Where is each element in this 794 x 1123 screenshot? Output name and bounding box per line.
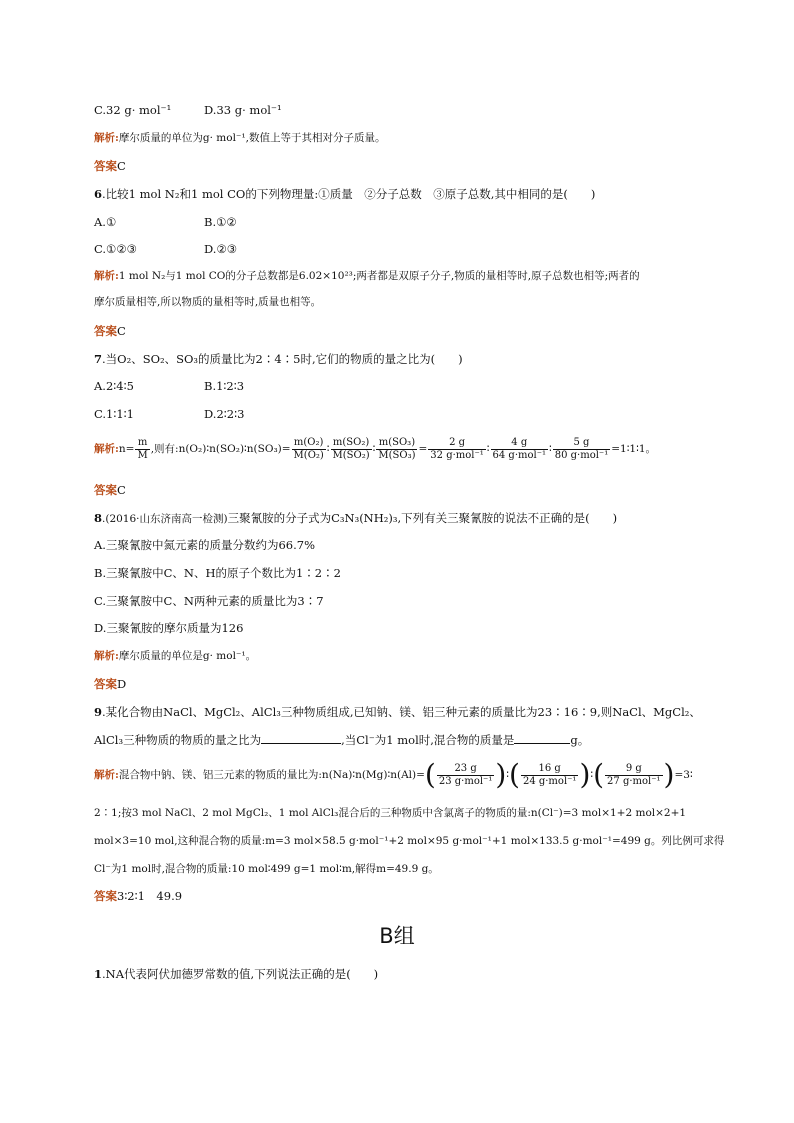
ratio-separator: ∶	[549, 443, 552, 455]
q6-analysis-line1	[94, 268, 640, 284]
q7-stem-text: .当O₂、SO₂、SO₃的质量比为2∶4∶5时,它们的物质的量之比为( )	[102, 352, 463, 366]
q7-option-d: D.2∶2∶3	[204, 407, 245, 421]
fraction-m-over-M: $\frac{m}{M}$	[137, 436, 148, 461]
ratio-separator: ∶	[590, 769, 594, 781]
fraction-5g: $\frac{5 g}{\text{80 g·mol⁻¹}}$	[554, 436, 609, 461]
fraction-9g: $\frac{9 g}{\text{27 g·mol⁻¹}}$	[607, 762, 661, 787]
answer-label: 答案	[94, 677, 117, 691]
q7-formula-start: n=	[118, 443, 135, 455]
answer-label: 答案	[94, 324, 117, 338]
q6-stem	[94, 186, 595, 202]
q8-option-b: B.三聚氰胺中C、N、H的原子个数比为1∶2∶2	[94, 566, 341, 580]
right-paren: )	[579, 758, 591, 791]
q5-option-d: D.33 g· mol⁻¹	[204, 103, 282, 117]
q5-analysis-text: 摩尔质量的单位为g· mol⁻¹,数值上等于其相对分子质量。	[118, 132, 386, 144]
answer-blank-2[interactable]	[514, 731, 570, 744]
q7-analysis	[94, 434, 656, 464]
q8-stem-text: 三聚氰胺的分子式为C₃N₃(NH₂)₃,下列有关三聚氰胺的说法不正确的是( )	[227, 511, 618, 525]
answer-label: 答案	[94, 159, 117, 173]
q9-analysis-line2: 2∶1;按3 mol NaCl、2 mol MgCl₂、1 mol AlCl₃混合后的三种物质中含氯离子的物质的量:n(Cl⁻)=3 mol×1+2 mol×2+1	[94, 807, 687, 819]
q7-options-ab	[94, 378, 245, 394]
q8-answer	[94, 676, 126, 692]
q7-option-c: C.1∶1∶1	[94, 407, 134, 421]
q7-answer	[94, 482, 126, 498]
analysis-label: 解析:	[94, 443, 119, 455]
q9-analysis-pre: 混合物中钠、镁、铝三元素的物质的量比为:n(Na)∶n(Mg)∶n(Al)=	[118, 769, 425, 781]
q7-options-cd	[94, 406, 245, 422]
analysis-label: 解析:	[94, 650, 119, 662]
q6-answer-value: C	[117, 324, 126, 338]
q5-option-c: C.32 g· mol⁻¹	[94, 103, 172, 117]
q9-stem-text-2a: AlCl₃三种物质的物质的量之比为	[94, 733, 262, 747]
fraction-4g: $\frac{4 g}{\text{64 g·mol⁻¹}}$	[492, 436, 546, 461]
q7-option-a: A.2∶4∶5	[94, 379, 134, 393]
q8-analysis-text: 摩尔质量的单位是g· mol⁻¹。	[118, 650, 257, 662]
q7-stem	[94, 351, 463, 367]
q6-option-d: D.②③	[204, 242, 238, 256]
q9-stem-line2	[94, 731, 589, 748]
q5-answer-value: C	[117, 159, 126, 173]
q6-option-a: A.①	[94, 215, 117, 229]
q8-stem	[94, 510, 617, 527]
section-heading: B组	[379, 924, 415, 948]
q8-option-a: A.三聚氰胺中氮元素的质量分数约为66.7%	[94, 538, 315, 552]
q9-answer-value: 3∶2∶1 49.9	[117, 889, 183, 903]
q9-stem-line1	[94, 704, 701, 720]
q7-mid-text: ,则有:n(O₂)∶n(SO₂)∶n(SO₃)=	[150, 443, 291, 455]
q9-analysis-line1	[94, 760, 693, 790]
analysis-label: 解析:	[94, 270, 119, 282]
q9-analysis-line4: Cl⁻为1 mol时,混合物的质量:10 mol∶499 g=1 mol∶m,解得m=49.9 g。	[94, 863, 439, 875]
q6-analysis-text-1: 1 mol N₂与1 mol CO的分子总数都是6.02×10²³;两者都是双原子分子,物质的量相等时,原子总数也相等;两者的	[118, 270, 640, 282]
q8-option-d: D.三聚氰胺的摩尔质量为126	[94, 621, 244, 635]
q8-answer-value: D	[117, 677, 127, 691]
q5-options	[94, 102, 282, 118]
q8-source: .(2016·山东济南高一检测)	[102, 513, 228, 525]
ratio-separator: ∶	[372, 443, 376, 455]
q9-stem-text-1: .某化合物由NaCl、MgCl₂、AlCl₃三种物质组成,已知钠、镁、铝三种元素的质量比为23∶16∶9,则NaCl、MgCl₂、	[102, 705, 701, 719]
ratio-separator: ∶	[326, 443, 330, 455]
q6-stem-text: .比较1 mol N₂和1 mol CO的下列物理量:①质量 ②分子总数 ③原子总数,其中相同的是( )	[102, 187, 596, 201]
q8-number: 8	[94, 511, 103, 525]
q9-stem-text-2c: g。	[570, 733, 590, 747]
q8-analysis	[94, 648, 256, 664]
answer-blank-1[interactable]	[261, 731, 341, 744]
equals-sign: =	[418, 443, 428, 455]
analysis-label: 解析:	[94, 132, 119, 144]
q7-result: =1∶1∶1。	[611, 443, 657, 455]
right-paren: )	[495, 758, 507, 791]
q7-number: 7	[94, 352, 103, 366]
q6-options-cd	[94, 241, 238, 257]
fraction-23g: $\frac{23 g}{\text{23 g·mol⁻¹}}$	[438, 762, 493, 787]
q6-option-b: B.①②	[204, 215, 237, 229]
q9-number: 9	[94, 705, 103, 719]
q7-answer-value: C	[117, 483, 126, 497]
q5-answer	[94, 158, 126, 174]
q6-options-ab	[94, 214, 237, 230]
q6-analysis-line2	[94, 294, 321, 310]
q6-answer	[94, 323, 126, 339]
fraction-so2: $\frac{\text{m(SO₂)}}{\text{M(SO₂)}}$	[332, 436, 370, 461]
q9-analysis-end: =3∶	[674, 769, 693, 781]
q9-analysis-line3: mol×3=10 mol,这种混合物的质量:m=3 mol×58.5 g·mol⁻¹+2 mol×95 g·mol⁻¹+1 mol×133.5 g·mol⁻¹=499 g。列比例可求得	[94, 835, 725, 847]
b-q1-stem	[94, 966, 378, 982]
q9-stem-text-2b: ,当Cl⁻为1 mol时,混合物的质量是	[341, 733, 515, 747]
q6-analysis-text-2: 摩尔质量相等,所以物质的量相等时,质量也相等。	[94, 296, 322, 308]
left-paren: (	[593, 758, 605, 791]
ratio-separator: ∶	[486, 443, 490, 455]
fraction-16g: $\frac{16 g}{\text{24 g·mol⁻¹}}$	[522, 762, 577, 787]
answer-label: 答案	[94, 483, 117, 497]
q7-option-b: B.1∶2∶3	[204, 379, 245, 393]
q9-answer	[94, 888, 182, 904]
left-paren: (	[509, 758, 520, 791]
ratio-separator: ∶	[506, 769, 510, 781]
b-q1-stem-text: .NA代表阿伏加德罗常数的值,下列说法正确的是( )	[102, 967, 379, 981]
q6-number: 6	[94, 187, 103, 201]
answer-label: 答案	[94, 889, 117, 903]
right-paren: )	[663, 758, 675, 791]
b-q1-number: 1	[94, 967, 103, 981]
fraction-so3: $\frac{\text{m(SO₃)}}{\text{M(SO₃)}}$	[378, 436, 416, 461]
analysis-label: 解析:	[94, 769, 119, 781]
q6-option-c: C.①②③	[94, 242, 137, 256]
fraction-o2: $\frac{\text{m(O₂)}}{\text{M(O₂)}}$	[293, 436, 324, 461]
left-paren: (	[424, 758, 436, 791]
fraction-2g: $\frac{2 g}{\text{32 g·mol⁻¹}}$	[430, 436, 484, 461]
q5-analysis	[94, 130, 386, 146]
q8-option-c: C.三聚氰胺中C、N两种元素的质量比为3∶7	[94, 594, 324, 608]
